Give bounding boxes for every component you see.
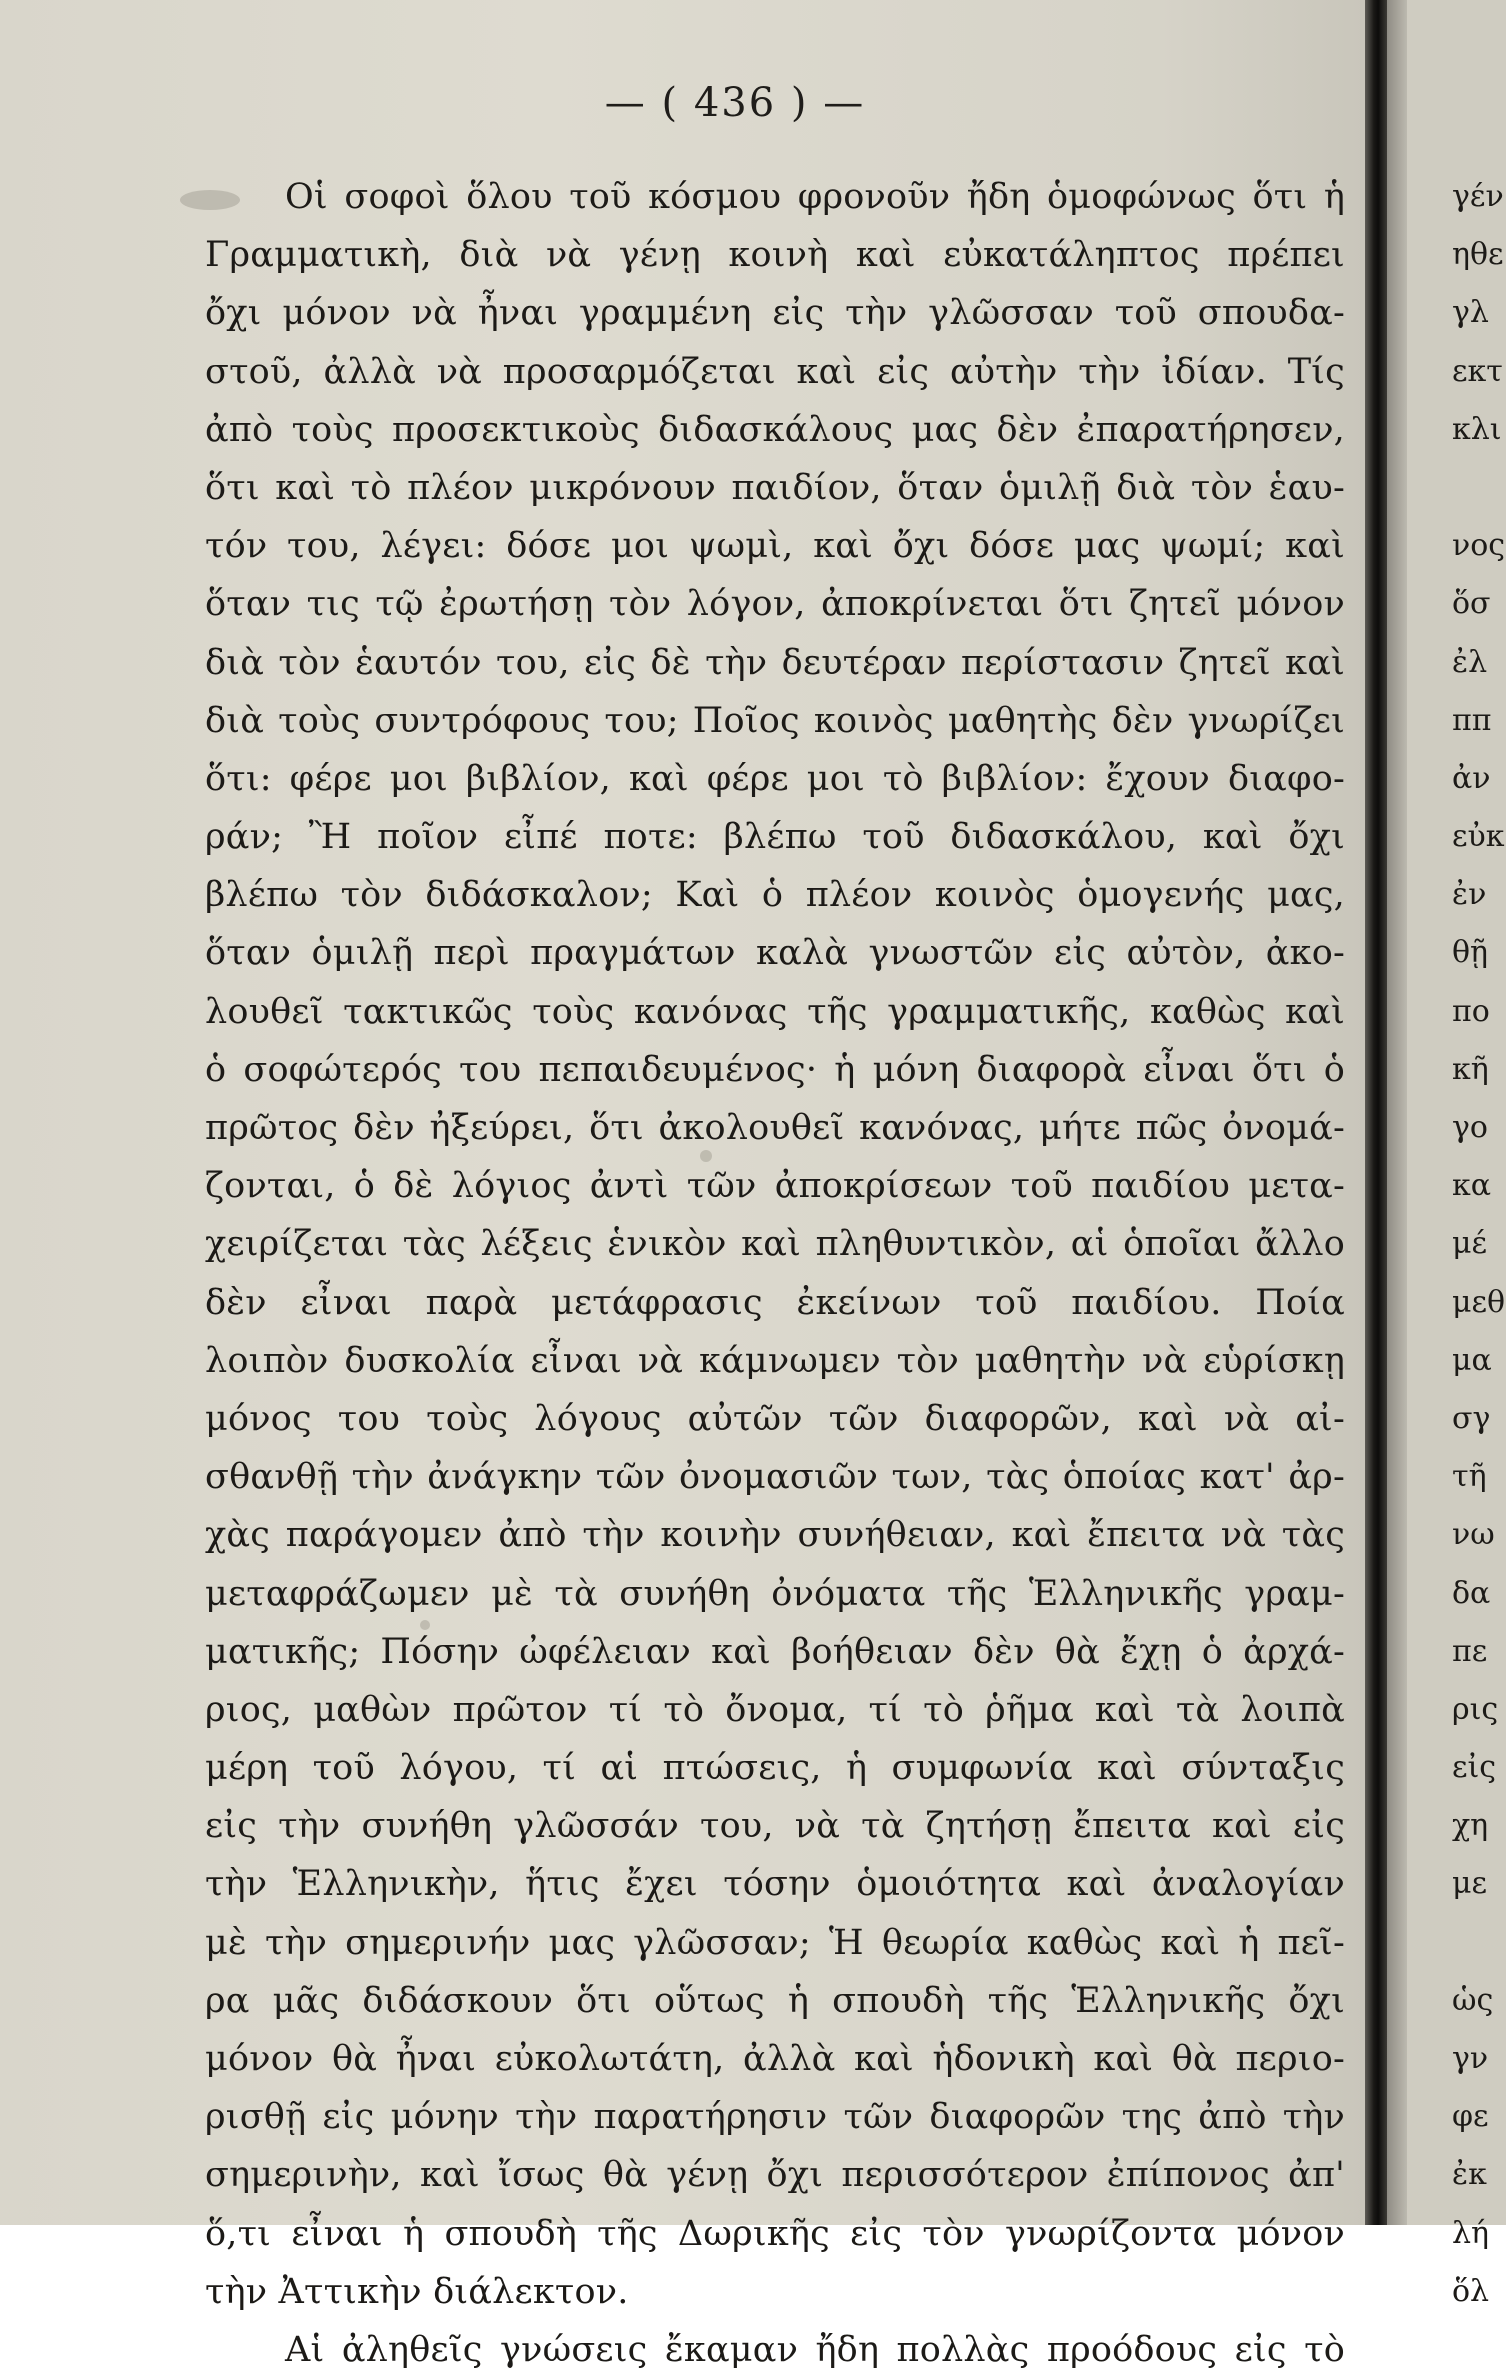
text-line: στοῦ, ἀλλὰ νὰ προσαρμόζεται καὶ εἰς αὐτὴν τὴν ἰδίαν. Τίς <box>205 351 1345 392</box>
adjacent-line: εἰς <box>1452 1750 1497 1786</box>
text-line: πρῶτος δὲν ἠξεύρει, ὅτι ἀκολουθεῖ κανόνας, μήτε πῶς ὀνομά- <box>205 1108 1345 1148</box>
adjacent-line: ὡς <box>1452 1982 1494 2018</box>
adjacent-line: ἐλ <box>1452 644 1488 680</box>
adjacent-line: χη <box>1452 1808 1489 1844</box>
text-line: ζονται, ὁ δὲ λόγιος ἀντὶ τῶν ἀποκρίσεων τοῦ παιδίου μετα- <box>205 1166 1345 1207</box>
book-binding-gutter <box>1365 0 1387 2225</box>
adjacent-line: ὅλ <box>1452 2273 1490 2309</box>
text-line: ματικῆς; Πόσην ὠφέλειαν καὶ βοήθειαν δὲν θὰ ἔχῃ ὁ ἀρχά- <box>205 1631 1345 1672</box>
paper-speck <box>420 1620 430 1630</box>
text-line: σημερινὴν, καὶ ἴσως θὰ γένῃ ὄχι περισσότερον ἐπίπονος ἀπ' <box>205 2155 1345 2196</box>
text-line: ράν; Ἢ ποῖον εἶπέ ποτε: βλέπω τοῦ διδασκάλου, καὶ ὄχι <box>205 817 1345 858</box>
text-line: λοιπὸν δυσκολία εἶναι νὰ κάμνωμεν τὸν μαθητὴν νὰ εὑρίσκῃ <box>205 1340 1345 1381</box>
adjacent-line: γλ <box>1452 295 1489 331</box>
adjacent-line: μεθ <box>1452 1284 1506 1320</box>
text-line: ὁ σοφώτερός του πεπαιδευμένος· ἡ μόνη διαφορὰ εἶναι ὅτι ὁ <box>205 1049 1345 1090</box>
adjacent-line: κα <box>1452 1168 1492 1204</box>
text-line: Γραμματικὴ, διὰ νὰ γένῃ κοινὴ καὶ εὐκατάληπτος πρέπει <box>205 235 1345 276</box>
adjacent-line: με <box>1452 1866 1488 1902</box>
adjacent-line: μέ <box>1452 1226 1488 1262</box>
adjacent-line: εκτ <box>1452 353 1503 389</box>
text-line: διὰ τοὺς συντρόφους του; Ποῖος κοινὸς μαθητὴς δὲν γνωρίζει <box>205 700 1345 741</box>
adjacent-line: γο <box>1452 1110 1488 1145</box>
text-line: τὴν Ἑλληνικὴν, ἥτις ἔχει τόσην ὁμοιότητα καὶ ἀναλογίαν <box>205 1864 1345 1905</box>
text-line: δὲν εἶναι παρὰ μετάφρασις ἐκείνων τοῦ παιδίου. Ποία <box>205 1282 1345 1323</box>
adjacent-line: λή <box>1452 2215 1489 2251</box>
text-line: τόν του, λέγει: δόσε μοι ψωμὶ, καὶ ὄχι δόσε μας ψωμί; καὶ <box>205 526 1345 567</box>
adjacent-line: ππ <box>1452 702 1492 738</box>
adjacent-line: ηθε <box>1452 237 1504 273</box>
text-line: ὅτι καὶ τὸ πλέον μικρόνουν παιδίον, ὅταν ὁμιλῇ διὰ τὸν ἑαυ- <box>205 467 1345 508</box>
adjacent-line: φε <box>1452 2099 1489 2135</box>
paper-stain <box>180 190 240 210</box>
adjacent-line: νω <box>1452 1517 1495 1553</box>
adjacent-line: ἐν <box>1452 877 1487 913</box>
text-line: μὲ τὴν σημερινήν μας γλῶσσαν; Ἡ θεωρία καθὼς καὶ ἡ πεῖ- <box>205 1922 1345 1963</box>
text-line: βλέπω τὸν διδάσκαλον; Καὶ ὁ πλέον κοινὸς ὁμογενής μας, <box>205 875 1345 916</box>
adjacent-line: γέν <box>1452 179 1504 214</box>
adjacent-line: πε <box>1452 1633 1488 1669</box>
adjacent-line: τῆ <box>1452 1459 1487 1495</box>
text-line: τὴν Ἀττικὴν διάλεκτον. <box>205 2271 629 2312</box>
adjacent-line: ἐκ <box>1452 2157 1487 2193</box>
text-line: Αἱ ἀληθεῖς γνώσεις ἔκαμαν ἤδη πολλὰς προόδους εἰς τὸ <box>285 2329 1345 2370</box>
text-line: ὅτι: φέρε μοι βιβλίον, καὶ φέρε μοι τὸ βιβλίον: ἔχουν διαφο- <box>205 758 1345 799</box>
adjacent-line: πο <box>1452 993 1490 1029</box>
text-line: Οἱ σοφοὶ ὅλου τοῦ κόσμου φρονοῦν ἤδη ὁμοφώνως ὅτι ἡ <box>285 177 1345 217</box>
text-line: εἰς τὴν συνήθη γλῶσσάν του, νὰ τὰ ζητήσῃ ἔπειτα καὶ εἰς <box>205 1806 1345 1847</box>
adjacent-line: σγ <box>1452 1400 1491 1436</box>
body-text <box>205 168 1345 2379</box>
adjacent-line <box>1452 1914 1506 1972</box>
text-line: ὅταν τις τῷ ἐρωτήσῃ τὸν λόγον, ἀποκρίνεται ὅτι ζητεῖ μόνον <box>205 584 1345 625</box>
adjacent-line: ὅσ <box>1452 586 1491 622</box>
text-line: διὰ τὸν ἑαυτόν του, εἰς δὲ τὴν δευτέραν περίστασιν ζητεῖ καὶ <box>205 642 1345 683</box>
adjacent-line: ἀν <box>1452 760 1491 796</box>
adjacent-line: θῇ <box>1452 935 1489 971</box>
text-line: χειρίζεται τὰς λέξεις ἑνικὸν καὶ πληθυντικὸν, αἱ ὁποῖαι ἄλλο <box>205 1224 1345 1265</box>
adjacent-line <box>1452 459 1506 517</box>
text-line: μόνος του τοὺς λόγους αὐτῶν τῶν διαφορῶν, καὶ νὰ αἰ- <box>205 1398 1345 1439</box>
text-line: ὄχι μόνον νὰ ἦναι γραμμένη εἰς τὴν γλῶσσαν τοῦ σπουδα- <box>205 293 1345 334</box>
adjacent-line: νος <box>1452 528 1506 564</box>
adjacent-page-text <box>1452 168 1506 2321</box>
adjacent-line: μα <box>1452 1342 1492 1378</box>
text-line: μόνον θὰ ἦναι εὐκολωτάτη, ἀλλὰ καὶ ἡδονικὴ καὶ θὰ περιο- <box>205 2039 1345 2079</box>
adjacent-line: γν <box>1452 2041 1489 2076</box>
text-line: λουθεῖ τακτικῶς τοὺς κανόνας τῆς γραμματικῆς, καθὼς καὶ <box>205 991 1345 1032</box>
adjacent-line: εὐκ <box>1452 819 1505 855</box>
text-line: σθανθῇ τὴν ἀνάγκην τῶν ὀνομασιῶν των, τὰς ὁποίας κατ' ἀρ- <box>205 1457 1345 1498</box>
text-line: ριος, μαθὼν πρῶτον τί τὸ ὄνομα, τί τὸ ῥῆμα καὶ τὰ λοιπὰ <box>205 1689 1345 1730</box>
text-line: ρισθῇ εἰς μόνην τὴν παρατήρησιν τῶν διαφορῶν της ἀπὸ τὴν <box>205 2097 1345 2138</box>
adjacent-line: δα <box>1452 1575 1491 1611</box>
adjacent-line: κλι <box>1452 411 1502 447</box>
text-line: μέρη τοῦ λόγου, τί αἱ πτώσεις, ἡ συμφωνία καὶ σύνταξις <box>205 1748 1345 1789</box>
paper-speck <box>700 1150 712 1162</box>
adjacent-line: κῆ <box>1452 1051 1489 1087</box>
text-line: ἀπὸ τοὺς προσεκτικοὺς διδασκάλους μας δὲν ἐπαρατήρησεν, <box>205 409 1345 450</box>
page-edge <box>1387 0 1407 2225</box>
text-line: ρα μᾶς διδάσκουν ὅτι οὕτως ἡ σπουδὴ τῆς Ἑλληνικῆς ὄχι <box>205 1980 1345 2021</box>
text-line: χὰς παράγομεν ἀπὸ τὴν κοινὴν συνήθειαν, καὶ ἔπειτα νὰ τὰς <box>205 1515 1345 1556</box>
text-line: ὅταν ὁμιλῇ περὶ πραγμάτων καλὰ γνωστῶν εἰς αὐτὸν, ἀκο- <box>205 933 1345 974</box>
text-line: ὅ,τι εἶναι ἡ σπουδὴ τῆς Δωρικῆς εἰς τὸν γνωρίζοντα μόνον <box>205 2213 1345 2254</box>
text-line: μεταφράζωμεν μὲ τὰ συνήθη ὀνόματα τῆς Ἑλληνικῆς γραμ- <box>205 1573 1345 1614</box>
page-number: — ( 436 ) — <box>604 80 866 126</box>
adjacent-line: ρις <box>1452 1691 1499 1727</box>
